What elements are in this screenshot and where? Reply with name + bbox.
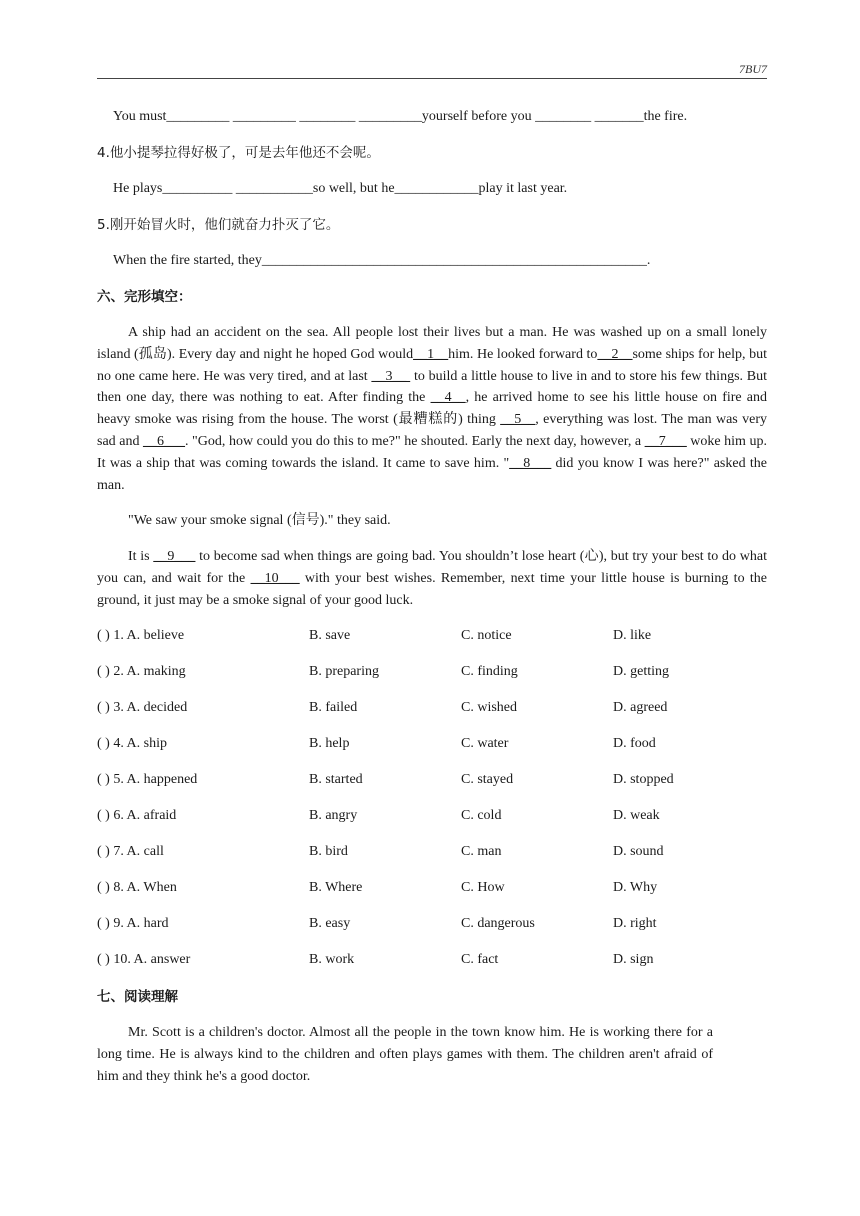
cloze-blank-8: __8___ [509, 455, 552, 471]
translation-line-3-en: You must_________ _________ ________ _________yourself before you ________ _______the fire. [113, 109, 688, 124]
option-a: ( ) 7. A. call [97, 844, 164, 859]
cloze-text: . "God, how could you do this to me?" he shouted. Early the next day, however, a [185, 433, 645, 449]
cloze-text: did you know I was here?" asked the man. [97, 455, 767, 493]
option-c: C. finding [461, 664, 518, 679]
translation-q5-zh: 5.刚开始冒火时，他们就奋力扑灭了它。 [97, 217, 340, 233]
cloze-paragraph-1 [97, 322, 767, 496]
question-row [97, 662, 767, 682]
header-rule [97, 78, 767, 79]
option-a: ( ) 4. A. ship [97, 736, 167, 751]
cloze-text: , he arrived home to see his little house on fire and heavy smoke was rising from the house. The worst (最糟糕的) thing [97, 390, 768, 428]
option-c: C. How [461, 880, 505, 895]
option-b: B. Where [309, 880, 363, 895]
question-row [97, 842, 767, 862]
option-d: D. right [613, 916, 657, 931]
translation-q5-en: When the fire started, they_______________________________________________________. [113, 253, 651, 268]
option-a: ( ) 9. A. hard [97, 916, 169, 931]
cloze-blank-2: __2__ [597, 346, 633, 362]
option-d: D. Why [613, 880, 658, 895]
cloze-blank-9: __9___ [153, 549, 196, 564]
option-c: C. water [461, 736, 509, 751]
cloze-paragraph-3 [97, 546, 767, 611]
option-b: B. bird [309, 844, 348, 859]
cloze-text: , everything was lost. The man was very sad and [97, 412, 767, 449]
question-row [97, 770, 767, 790]
option-a: ( ) 6. A. afraid [97, 808, 177, 823]
question-row [97, 950, 767, 970]
question-row [97, 734, 767, 754]
option-c: C. wished [461, 700, 517, 715]
cloze-text: It is [128, 549, 154, 564]
option-d: D. like [613, 628, 652, 643]
question-row [97, 878, 767, 898]
cloze-text: woke him up. It was a ship that was coming towards the island. It came to save him. " [97, 433, 767, 471]
option-d: D. agreed [613, 700, 668, 715]
cloze-blank-4: __4__ [430, 390, 466, 406]
option-d: D. getting [613, 664, 669, 679]
option-c: C. fact [461, 952, 499, 967]
cloze-blank-10: __10___ [250, 570, 300, 586]
translation-q4-zh: 4.他小提琴拉得好极了，可是去年他还不会呢。 [97, 145, 380, 161]
cloze-text: him. He looked forward to [448, 346, 598, 362]
question-row [97, 698, 767, 718]
question-row [97, 806, 767, 826]
option-c: C. man [461, 844, 502, 859]
option-b: B. work [309, 952, 355, 967]
option-c: C. stayed [461, 772, 514, 787]
cloze-blank-1: __1__ [413, 346, 449, 362]
option-b: B. preparing [309, 664, 379, 679]
option-d: D. sign [613, 952, 654, 967]
option-c: C. dangerous [461, 916, 535, 931]
reading-heading: 七、阅读理解 [97, 989, 178, 1005]
option-a: ( ) 1. A. believe [97, 628, 185, 643]
option-b: B. failed [309, 700, 358, 715]
cloze-heading: 六、完形填空： [97, 289, 192, 305]
option-a: ( ) 2. A. making [97, 664, 186, 679]
cloze-text: some ships for help, but no one came here. He was very tired, and at last [97, 346, 767, 384]
cloze-blank-3: __3__ [371, 368, 411, 384]
option-d: D. stopped [613, 772, 674, 787]
option-d: D. food [613, 736, 656, 751]
cloze-text: A ship had an accident on the sea. All people lost their lives but a man. He was washed up on a small lonely island (孤岛). Every day and night he hoped God would [97, 325, 767, 362]
cloze-text: with your best wishes. Remember, next time your little house is burning to the ground, it just may be a smoke signal of your good luck. [97, 570, 767, 608]
cloze-blank-5: __5__ [500, 412, 536, 428]
option-a: ( ) 10. A. answer [97, 952, 191, 967]
option-b: B. save [309, 628, 351, 643]
cloze-paragraph-2: "We saw your smoke signal (信号)." they said. [128, 513, 391, 528]
cloze-blank-6: __6___ [143, 433, 185, 449]
option-b: B. started [309, 772, 363, 787]
option-b: B. easy [309, 916, 351, 931]
option-a: ( ) 5. A. happened [97, 772, 198, 787]
reading-paragraph-1: Mr. Scott is a children's doctor. Almost all the people in the town know him. He is working there for a long time. He is always kind to the children and often plays games with them. The children aren't afraid of him and they think he's a good doctor. [97, 1025, 713, 1084]
header-tag: 7BU7 [739, 62, 767, 76]
option-a: ( ) 8. A. When [97, 880, 177, 895]
option-d: D. sound [613, 844, 664, 859]
question-row [97, 914, 767, 934]
option-a: ( ) 3. A. decided [97, 700, 188, 715]
cloze-blank-7: __7___ [644, 433, 687, 449]
cloze-text: to build a little house to live in and to store his few things. But then one day, there was nothing to eat. After finding the [97, 368, 767, 406]
option-c: C. cold [461, 808, 502, 823]
option-c: C. notice [461, 628, 512, 643]
option-d: D. weak [613, 808, 660, 823]
cloze-text: to become sad when things are going bad. You shouldn’t lose heart (心), but try your best to do what you can, and wait for the [97, 549, 768, 586]
translation-q4-en: He plays__________ ___________so well, but he____________play it last year. [113, 181, 568, 196]
question-row [97, 626, 767, 646]
option-b: B. angry [309, 808, 358, 823]
option-b: B. help [309, 736, 350, 751]
